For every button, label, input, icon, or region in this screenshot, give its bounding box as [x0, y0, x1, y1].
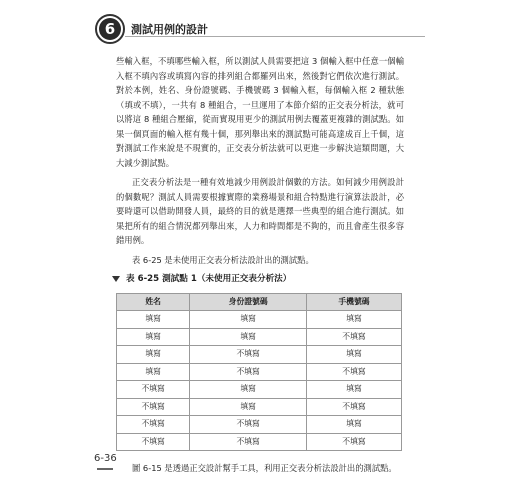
table-cell: 不填寫 — [306, 433, 401, 451]
table-cell: 填寫 — [117, 328, 190, 346]
table-row — [117, 416, 402, 434]
column-header-id-number: 身份證號碼 — [190, 293, 307, 311]
table-caption-text: 表 6-25 測試點 1（未使用正交表分析法） — [126, 274, 292, 284]
table-cell: 填寫 — [190, 311, 307, 329]
paragraph-3: 表 6-25 是未使用正交表分析法設計出的測試點。 — [132, 254, 314, 265]
paragraph-1: 些輸入框，不填哪些輸入框，所以測試人員需要把這 3 個輸入框中任意一個輸入框不填內容或填寫內容的排列組合都羅列出來，然後對它們依次進行測試。對於本例，姓名、身份證號碼、手機號碼 3 個輸入框，每個輸入框 2 種狀態（填或不填），一共有 8 種組合，一旦運用了本節介紹的正交表分析法，就可以將這 8 種組合壓縮，從而實現用更少的測試用例去覆蓋更複雜的測試點。如果一個頁面的輸入框有幾十個，那列舉出來的測試點可能高達成百上千個，這對測試工作來說是不現實的，正交表分析法就可以更進一步解決這類問題，大大減少測試點。 — [116, 56, 404, 168]
table-caption — [112, 272, 404, 287]
page-number-bar — [97, 468, 113, 470]
table-cell: 填寫 — [117, 311, 190, 329]
column-header-phone: 手機號碼 — [306, 293, 401, 311]
page-number: 6-36 — [94, 453, 117, 464]
table-header-row — [117, 293, 402, 311]
triangle-down-icon — [112, 276, 120, 282]
table-row — [117, 398, 402, 416]
table-cell: 填寫 — [117, 346, 190, 364]
table-cell: 填寫 — [190, 328, 307, 346]
paragraph-after-table: 圖 6-15 是透過正交設計幫手工具，利用正交表分析法設計出的測試點。 — [132, 463, 397, 473]
table-cell: 填寫 — [190, 398, 307, 416]
table-cell: 填寫 — [306, 346, 401, 364]
table-cell: 填寫 — [306, 416, 401, 434]
table-cell: 不填寫 — [190, 416, 307, 434]
table-cell: 不填寫 — [117, 398, 190, 416]
table-row — [117, 311, 402, 329]
table-cell: 填寫 — [117, 363, 190, 381]
table-cell: 不填寫 — [117, 381, 190, 399]
table-cell: 填寫 — [190, 381, 307, 399]
table-cell: 不填寫 — [190, 433, 307, 451]
table-cell: 填寫 — [306, 311, 401, 329]
table-row — [117, 363, 402, 381]
page-content — [116, 54, 404, 481]
chapter-header — [95, 14, 425, 44]
table-cell: 不填寫 — [117, 416, 190, 434]
table-row — [117, 381, 402, 399]
table-cell: 不填寫 — [306, 328, 401, 346]
paragraph-2: 正交表分析法是一種有效地減少用例設計個數的方法。如何減少用例設計的個數呢？測試人員需要根據實際的業務場景和組合特點進行演算法設計，必要時還可以借助開發人員，最終的目的就是選擇一些典型的組合進行測試。如果把所有的組合情況都列舉出來，人力和時間都是不夠的，而且會產生很多容錯用例。 — [116, 177, 404, 245]
table-row — [117, 433, 402, 451]
table-cell: 不填寫 — [306, 398, 401, 416]
table-cell: 不填寫 — [190, 346, 307, 364]
table-cell: 不填寫 — [117, 433, 190, 451]
table-row — [117, 346, 402, 364]
table-row — [117, 328, 402, 346]
test-points-table — [116, 293, 402, 452]
chapter-number-badge — [95, 14, 125, 44]
table-cell: 填寫 — [306, 381, 401, 399]
table-cell: 不填寫 — [306, 363, 401, 381]
column-header-name: 姓名 — [117, 293, 190, 311]
table-cell: 不填寫 — [190, 363, 307, 381]
chapter-number: 6 — [99, 18, 121, 40]
header-divider — [125, 36, 425, 37]
chapter-title: 測試用例的設計 — [131, 23, 208, 36]
